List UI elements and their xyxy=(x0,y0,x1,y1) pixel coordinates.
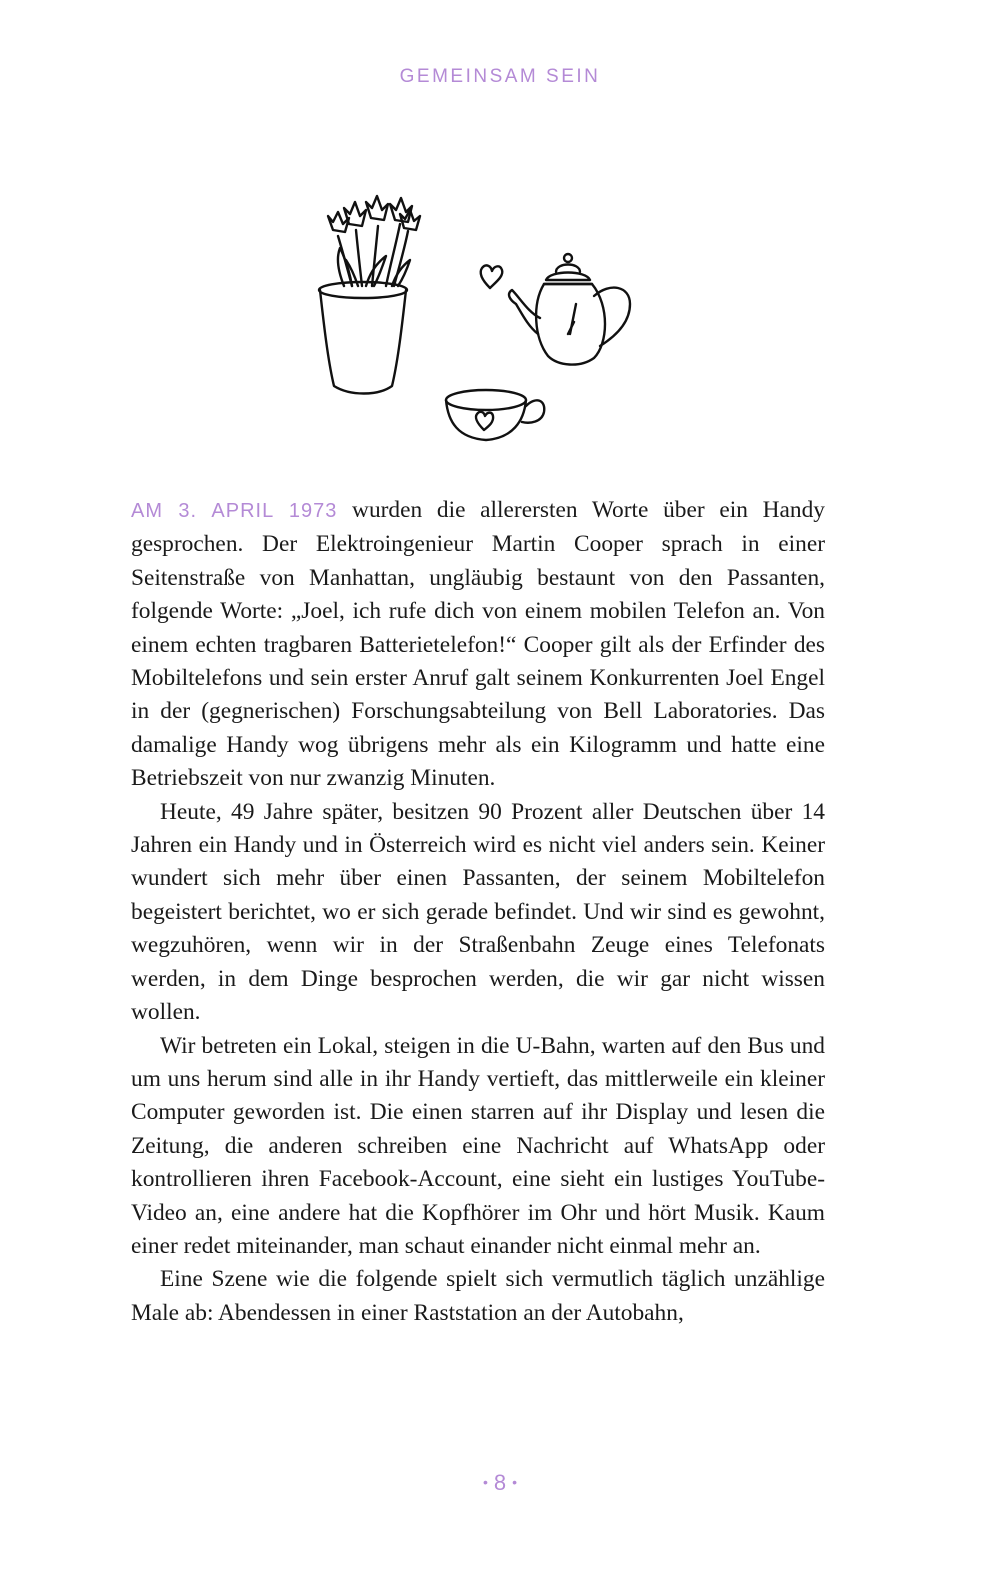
page-number-value: 8 xyxy=(493,1470,507,1495)
running-header: GEMEINSAM SEIN xyxy=(399,66,601,87)
paragraph-2: Heute, 49 Jahre später, besitzen 90 Prozent aller Deutschen über 14 Jahren ein Handy und in Österreich wird es nicht viel anders sein. Keiner wundert sich mehr über einen Passanten, der seinem Mobiltelefon begeistert berichtet, wo er sich gerade befindet. Und wir sind es gewohnt, wegzuhören, wenn wir in der Straßenbahn Zeuge eines Telefonats werden, in dem Dinge besprochen werden, die wir gar nicht wissen wollen. xyxy=(131,798,825,1026)
folio-dot-left: • xyxy=(482,1474,488,1490)
teacup-icon xyxy=(446,390,544,440)
paragraph-3: Wir betreten ein Lokal, steigen in die U-Bahn, warten auf den Bus und um uns herum sind alle in ihr Handy vertieft, das mittlerweile ein kleiner Computer geworden ist. Die einen starren auf ihr Display und lesen die Zeitung, die anderen schreiben eine Nachricht auf WhatsApp oder kontrollieren ihren Facebook-Account, eine sieht ein lustiges YouTube-Video an, eine andere hat die Kopfhörer im Ohr und hört Musik. Kaum einer redet miteinander, man schaut einander nicht einmal mehr an. xyxy=(131,1032,825,1259)
paragraph-1 xyxy=(131,494,825,796)
page-number xyxy=(0,1470,1000,1496)
tulips-vase-icon xyxy=(319,196,420,394)
illustration xyxy=(300,186,660,456)
folio-dot-right: • xyxy=(512,1474,518,1490)
lead-in: AM 3. APRIL 1973 xyxy=(131,500,338,522)
teapot-icon xyxy=(509,254,630,365)
heart-icon xyxy=(481,265,503,288)
paragraph-text: wurden die allerersten Worte über ein Handy gesprochen. Der Elektroingenieur Martin Cooper sprach in einer Seitenstraße von Manhattan, ungläubig bestaunt von den Passanten, folgende Worte: „Joel, ich rufe dich von einem mobilen Telefon an. Von einem echten tragbaren Batterietelefon!“ Cooper gilt als der Erfinder des Mobiltelefons und sein erster Anruf galt seinem Konkurrenten Joel Engel in der (gegnerischen) Forschungsabteilung von Bell Laboratories. Das damalige Handy wog übrigens mehr als ein Kilogramm und hatte eine Betriebszeit von nur zwanzig Minuten. xyxy=(131,497,826,792)
paragraph-4: Eine Szene wie die folgende spielt sich vermutlich täglich unzählige Male ab: Abendessen in einer Raststation an der Autobahn, xyxy=(131,1266,825,1326)
body-text xyxy=(131,494,825,1330)
